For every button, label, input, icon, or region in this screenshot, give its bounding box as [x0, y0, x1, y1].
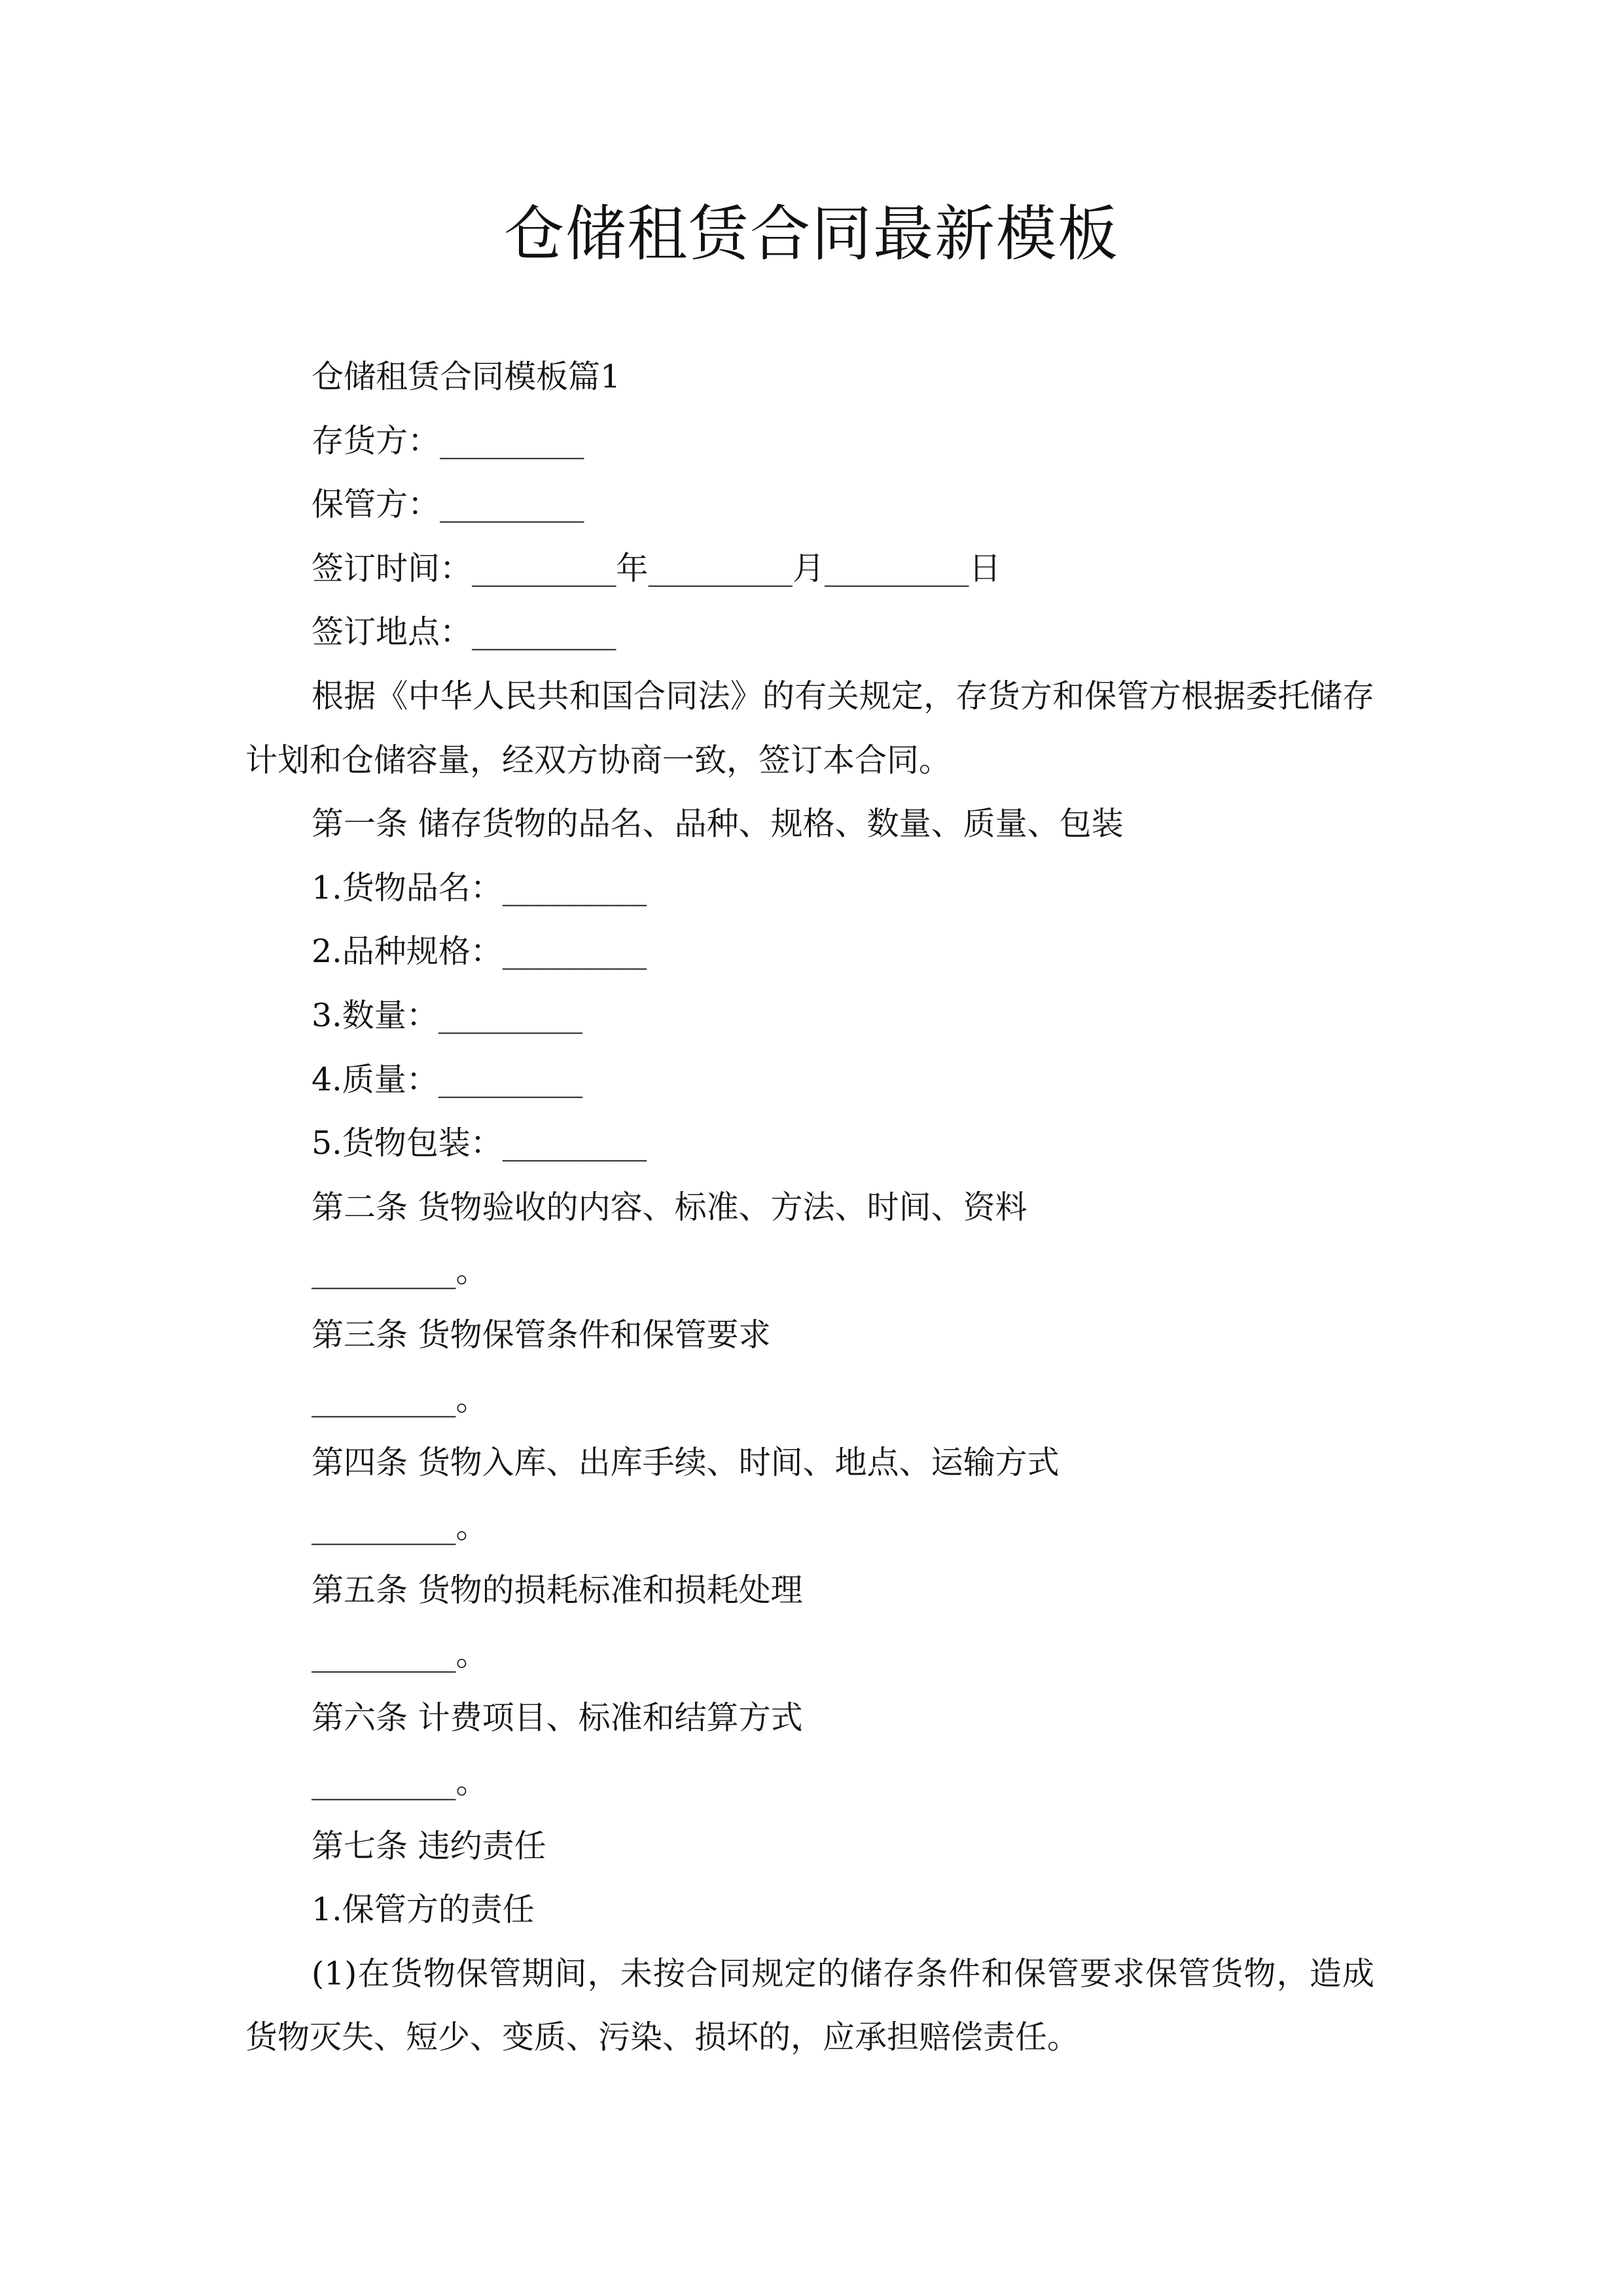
section-heading: 仓储租赁合同模板篇1: [312, 358, 621, 395]
article-4-heading: 第四条 货物入库、出库手续、时间、地点、运输方式: [312, 1444, 1060, 1482]
goods-spec-field: 2.品种规格：_________: [312, 933, 647, 971]
quality-field: 4.质量：_________: [312, 1060, 583, 1098]
article-2-heading: 第二条 货物验收的内容、标准、方法、时间、资料: [312, 1188, 1027, 1226]
article-3-heading: 第三条 货物保管条件和保管要求: [312, 1316, 771, 1354]
article-4-blank: _________。: [312, 1507, 488, 1545]
article-5-heading: 第五条 货物的损耗标准和损耗处理: [312, 1571, 803, 1609]
article-2-blank: _________。: [312, 1252, 488, 1290]
article-6-heading: 第六条 计费项目、标准和结算方式: [312, 1699, 803, 1737]
document-title: 仓储租赁合同最新模板: [503, 199, 1119, 269]
custodian-liability-heading: 1.保管方的责任: [312, 1891, 535, 1929]
depositor-field: 存货方：_________: [312, 422, 584, 459]
signing-place-field: 签订地点：_________: [312, 613, 616, 651]
article-3-blank: _________。: [312, 1380, 488, 1418]
goods-name-field: 1.货物品名：_________: [312, 869, 647, 906]
liability-clause-1: (1)在货物保管期间，未按合同规定的储存条件和保管要求保管货物，造成货物灭失、短少、变质、污染、损坏的，应承担赔偿责任。: [245, 1954, 1374, 2056]
signing-date-field: 签订时间：_________年_________月_________日: [312, 549, 1001, 587]
article-7-heading: 第七条 违约责任: [312, 1827, 546, 1865]
article-6-blank: _________。: [312, 1763, 488, 1801]
article-1-heading: 第一条 储存货物的品名、品种、规格、数量、质量、包装: [312, 805, 1124, 843]
document-body: [245, 345, 1374, 2070]
quantity-field: 3.数量：_________: [312, 996, 583, 1034]
custodian-field: 保管方：_________: [312, 486, 584, 524]
packaging-field: 5.货物包装：_________: [312, 1124, 647, 1162]
preamble-paragraph: 根据《中华人民共和国合同法》的有关规定，存货方和保管方根据委托储存计划和仓储容量，经双方协商一致，签订本合同。: [245, 677, 1374, 779]
article-5-blank: _________。: [312, 1635, 488, 1673]
